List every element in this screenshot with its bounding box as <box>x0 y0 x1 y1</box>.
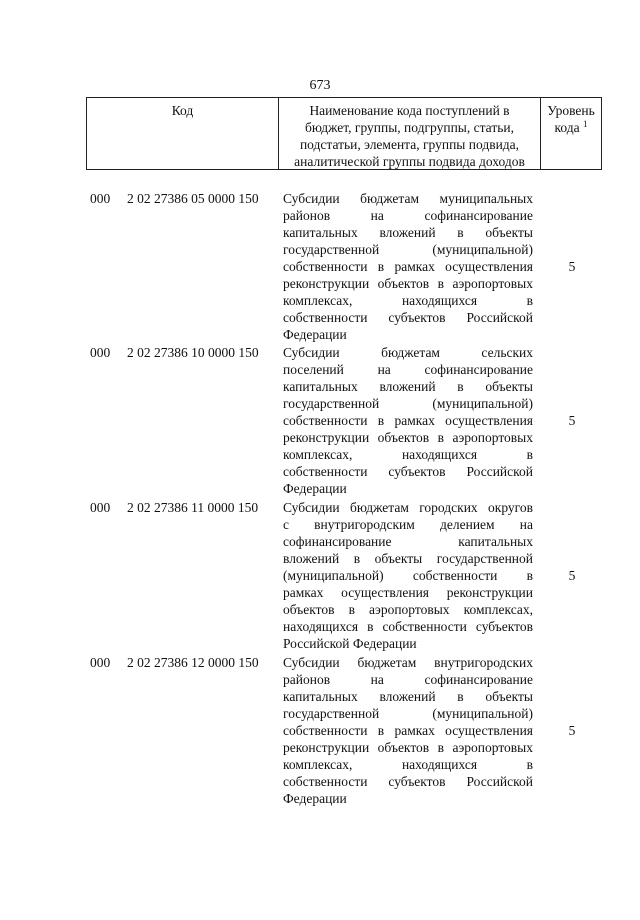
income-name <box>283 654 533 807</box>
income-name-line: районов на софинансирование <box>283 208 533 223</box>
income-name-line: государственной (муниципальной) <box>283 706 533 721</box>
header-code-label: Код <box>171 103 194 118</box>
income-name-line: Субсидии бюджетам городских округов <box>283 500 533 515</box>
header-name-line: бюджет, группы, подгруппы, статьи, <box>305 120 514 135</box>
income-name-line: собственности субъектов Российской <box>283 310 533 325</box>
code-level: 5 <box>568 259 576 274</box>
income-code: 2 02 27386 05 0000 150 <box>127 191 259 206</box>
admin-code: 000 <box>90 500 111 515</box>
income-name-line: с внутригородским делением на <box>283 517 533 532</box>
income-name-line: поселений на софинансирование <box>283 362 533 377</box>
income-name-line: капитальных вложений в объекты <box>283 689 533 704</box>
income-name-line: реконструкции объектов в аэропортовых <box>283 276 533 291</box>
header-level-footnote: 1 <box>582 119 588 129</box>
income-name-line: Российской Федерации <box>283 636 417 651</box>
income-code: 2 02 27386 12 0000 150 <box>127 655 259 670</box>
income-name-line: капитальных вложений в объекты <box>283 225 533 240</box>
header-level-cell <box>541 98 601 169</box>
income-name-line: реконструкции объектов в аэропортовых <box>283 740 533 755</box>
income-name <box>283 499 533 652</box>
income-name-line: комплексах, находящихся в <box>283 447 533 462</box>
income-name-line: собственности в рамках осуществления <box>283 413 533 428</box>
income-name-line: Субсидии бюджетам муниципальных <box>283 191 533 206</box>
income-name-line: реконструкции объектов в аэропортовых <box>283 430 533 445</box>
income-code: 2 02 27386 11 0000 150 <box>127 500 259 515</box>
table-header <box>86 97 602 170</box>
income-name-line: Субсидии бюджетам внутригородских <box>283 655 533 670</box>
income-name-line: рамках осуществления реконструкции <box>283 585 533 600</box>
header-level-line <box>541 119 601 136</box>
income-name-line: объектов в аэропортовых комплексах, <box>283 602 533 617</box>
income-name-line: (муниципальной) собственности в <box>283 568 533 583</box>
income-name-line: комплексах, находящихся в <box>283 293 533 308</box>
income-name <box>283 190 533 343</box>
code-level: 5 <box>568 723 576 738</box>
admin-code: 000 <box>90 345 111 360</box>
income-name-line: Федерации <box>283 481 347 496</box>
code-level: 5 <box>568 413 576 428</box>
admin-code: 000 <box>90 191 111 206</box>
income-name-line: собственности в рамках осуществления <box>283 259 533 274</box>
income-name-line: государственной (муниципальной) <box>283 396 533 411</box>
income-name-line: собственности субъектов Российской <box>283 464 533 479</box>
header-name-line: Наименование кода поступлений в <box>309 103 510 118</box>
code-level: 5 <box>568 568 576 583</box>
income-name-line: комплексах, находящихся в <box>283 757 533 772</box>
income-name-line: капитальных вложений в объекты <box>283 379 533 394</box>
income-name-line: Федерации <box>283 791 347 806</box>
admin-code: 000 <box>90 655 111 670</box>
header-name-line: аналитической группы подвида доходов <box>294 154 525 169</box>
income-name-line: государственной (муниципальной) <box>283 242 533 257</box>
income-name-line: собственности субъектов Российской <box>283 774 533 789</box>
header-level-word: кода <box>554 120 580 135</box>
header-name-cell <box>279 98 541 169</box>
income-name-line: районов на софинансирование <box>283 672 533 687</box>
income-name-line: собственности в рамках осуществления <box>283 723 533 738</box>
income-name-line: находящихся в собственности субъектов <box>283 619 533 634</box>
income-name-line: Федерации <box>283 327 347 342</box>
income-name-line: софинансирование капитальных <box>283 534 533 549</box>
header-code-cell <box>87 98 279 169</box>
page-number: 673 <box>309 78 331 93</box>
income-name-line: вложений в объекты государственной <box>283 551 533 566</box>
header-name-line: подстатьи, элемента, группы подвида, <box>299 137 520 152</box>
income-code: 2 02 27386 10 0000 150 <box>127 345 259 360</box>
income-name-line: Субсидии бюджетам сельских <box>283 345 533 360</box>
income-name <box>283 344 533 497</box>
header-level-line: Уровень <box>547 103 595 118</box>
